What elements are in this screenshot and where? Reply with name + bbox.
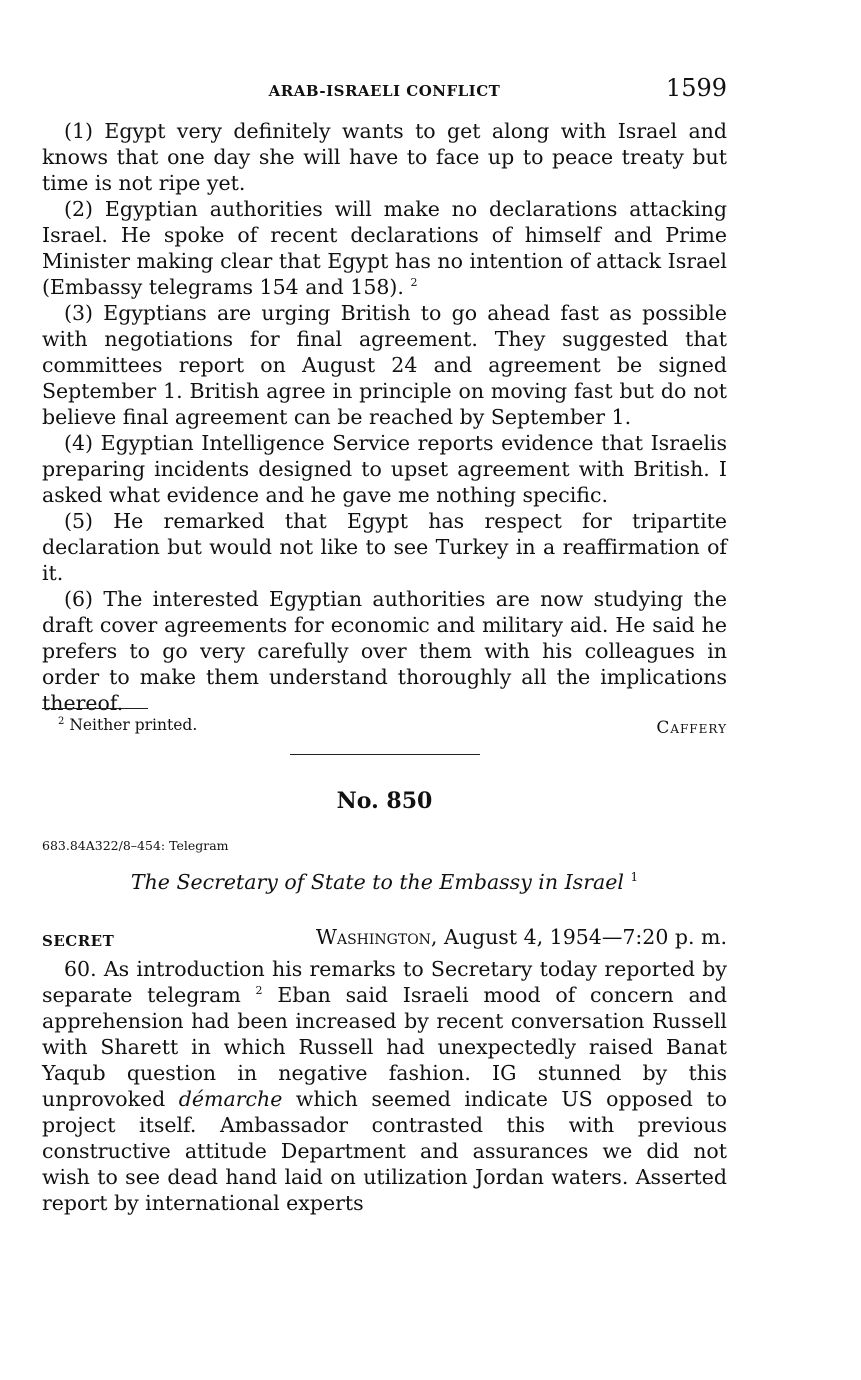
telegram-continuation: [42, 118, 727, 738]
footnote-text: Neither printed.: [69, 716, 198, 734]
footnote-mark: 2: [58, 715, 65, 727]
numbered-paragraph-5: (5) He remarked that Egypt has respect for tripartite declaration but would not like to see Turkey in a reaffirmation of it.: [42, 509, 727, 585]
page-number: 1599: [665, 74, 727, 102]
footnote-divider: [42, 708, 148, 709]
numbered-paragraph-4: (4) Egyptian Intelligence Service reports evidence that Israelis preparing incidents designed to upset agreement with British. I asked what evidence and he gave me nothing specific.: [42, 431, 727, 507]
telegram-body: [42, 956, 727, 1216]
numbered-paragraph-2: [42, 196, 727, 300]
body-text-1: 60. As introduction his remarks to Secretary today reported by separate telegram: [42, 957, 727, 1007]
dateline: [316, 925, 727, 949]
body-text-3: which seemed indicate US opposed to project itself. Ambassador contrasted this with previous constructive attitude Department and assurances we did not wish to see dead hand laid on utilization Jordan waters. Asserted report by international experts: [42, 1087, 727, 1215]
document-number: No. 850: [336, 788, 433, 814]
numbered-paragraph-1: (1) Egypt very definitely wants to get along with Israel and knows that one day she will have to face up to peace treaty but time is not ripe yet.: [42, 119, 727, 195]
title-footnote-mark: 1: [630, 870, 639, 885]
dateline-time: August 4, 1954—7:20 p. m.: [443, 925, 727, 949]
footnote: [58, 716, 197, 734]
numbered-paragraph-6: (6) The interested Egyptian authorities are now studying the draft cover agreements for economic and military aid. He said he prefers to go very carefully over them with his colleagues in order to make them understand thoroughly all the implications thereof.: [42, 587, 727, 715]
signature: Caffery: [656, 718, 727, 738]
running-head: ARAB-ISRAELI CONFLICT: [268, 82, 501, 100]
numbered-paragraph-3: (3) Egyptians are urging British to go ahead fast as possible with negotiations for final agreement. They suggested that committees report on August 24 and agreement be signed September 1. British agree in principle on moving fast but do not believe final agreement can be reached by September 1.: [42, 301, 727, 429]
dateline-place: Washington,: [315, 925, 438, 949]
paragraph-text: (2) Egyptian authorities will make no declarations attacking Israel. He spoke of recent declarations of himself and Prime Minister making clear that Egypt has no intention of attack Israel (Embassy telegrams 154 and 158).: [42, 197, 727, 299]
body-italic-term: démarche: [178, 1087, 283, 1111]
classification-label: SECRET: [42, 932, 115, 950]
document-title: [42, 870, 727, 894]
file-reference: 683.84A322/8–454: Telegram: [42, 838, 229, 853]
body-footnote-mark: 2: [255, 984, 263, 998]
section-divider: [290, 754, 480, 755]
footnote-reference: 2: [410, 276, 418, 290]
body-paragraph: [42, 956, 727, 1216]
page-header: [42, 76, 727, 106]
document-title-text: The Secretary of State to the Embassy in Israel: [130, 870, 624, 894]
body-text-2: Eban said Israeli mood of concern and apprehension had been increased by recent conversation Russell with Sharett in which Russell had unexpectedly raised Banat Yaqub question in negative fashion. IG stunned by this unprovoked: [42, 983, 727, 1111]
